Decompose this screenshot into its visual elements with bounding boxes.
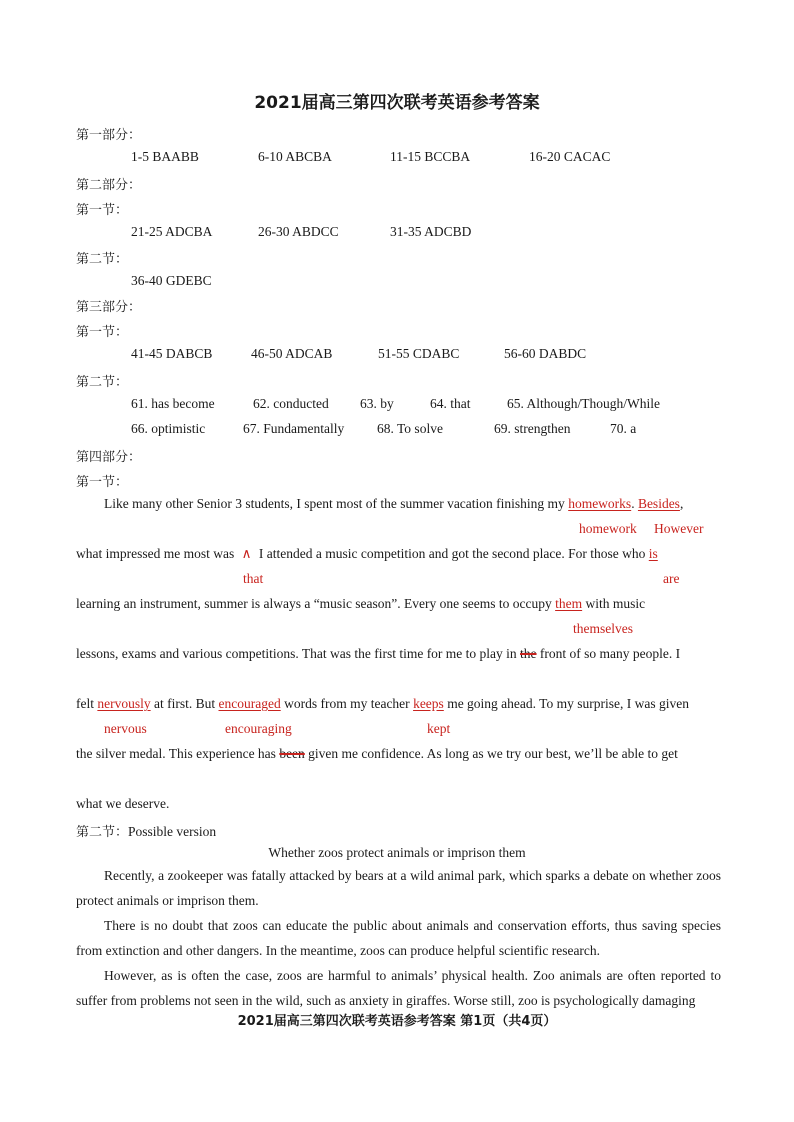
- passage-text: at first. But: [150, 696, 219, 711]
- passage-text: I attended a music competition and got the second place. For those who: [255, 546, 649, 561]
- deleted-word: the: [520, 646, 537, 661]
- answer-item: 70. a: [610, 421, 637, 436]
- part1-heading: 第一部分：: [76, 128, 142, 143]
- part2-heading: 第二部分：: [76, 178, 142, 193]
- answer-group: 6-10 ABCBA: [258, 149, 332, 164]
- section-heading: 第一节：: [76, 325, 129, 340]
- error-word: nervously: [97, 696, 151, 711]
- error-word: homeworks: [568, 496, 632, 511]
- answer-item: 62. conducted: [253, 396, 329, 411]
- passage-text: given me confidence. As long as we try our best, we’ll be able to get: [304, 746, 678, 761]
- correction-word: homework: [579, 521, 637, 536]
- answer-item: 67. Fundamentally: [243, 421, 345, 436]
- passage-text: .: [631, 496, 638, 511]
- error-word: is: [648, 546, 658, 561]
- answer-group: 26-30 ABDCC: [258, 224, 339, 239]
- answer-group: 31-35 ADCBD: [390, 224, 472, 239]
- passage-text: lessons, exams and various competitions. That was the first time for me to play in: [76, 646, 521, 661]
- answer-item: 61. has become: [131, 396, 215, 411]
- section-heading: 第一节：: [76, 475, 129, 490]
- passage-line: [76, 646, 680, 662]
- error-word: Besides: [637, 496, 680, 511]
- error-word: them: [555, 596, 583, 611]
- answer-group: 41-45 DABCB: [131, 346, 213, 361]
- answer-item: 66. optimistic: [131, 421, 206, 436]
- passage-text: the silver medal. This experience has: [76, 746, 280, 761]
- essay-paragraph: There is no doubt that zoos can educate the public about animals and conservation efforts, thus saving species from extinction and other dangers. In the meantime, zoos can produce helpful scientific research.: [76, 918, 721, 958]
- passage-text: words from my teacher: [280, 696, 414, 711]
- passage-line: [76, 596, 645, 612]
- part3-heading: 第三部分：: [76, 300, 142, 315]
- answer-group: 51-55 CDABC: [378, 346, 460, 361]
- answer-item: 63. by: [360, 396, 394, 411]
- correction-word: encouraging: [225, 721, 292, 736]
- answer-group: 16-20 CACAC: [529, 149, 611, 164]
- passage-text: what impressed me most was: [76, 546, 238, 561]
- insert-caret-icon: ∧: [241, 546, 252, 561]
- passage-line: [104, 496, 683, 512]
- answer-group: 56-60 DABDC: [504, 346, 587, 361]
- passage-line: what we deserve.: [76, 796, 170, 811]
- answer-group: 1-5 BAABB: [131, 149, 199, 164]
- passage-line: [76, 696, 689, 712]
- page-title: 2021届高三第四次联考英语参考答案: [254, 93, 540, 113]
- passage-text: Like many other Senior 3 students, I spent most of the summer vacation finishing my: [104, 496, 569, 511]
- section-heading: 第一节：: [76, 203, 129, 218]
- section-heading: [76, 821, 216, 840]
- correction-word: kept: [427, 721, 451, 736]
- passage-line: [76, 746, 678, 762]
- answer-group: 21-25 ADCBA: [131, 224, 213, 239]
- answer-group: 46-50 ADCAB: [251, 346, 333, 361]
- section-heading: 第二节：: [76, 375, 129, 390]
- passage-text: felt: [76, 696, 98, 711]
- correction-word: themselves: [573, 621, 633, 636]
- answer-item: 64. that: [430, 396, 471, 411]
- part4-heading: 第四部分：: [76, 450, 142, 465]
- section-heading: 第二节：: [76, 252, 129, 267]
- essay-paragraph: However, as is often the case, zoos are harmful to animals’ physical health. Zoo animals are often reported to suffer from problems not seen in the wild, such as anxiety in giraffes. Worse still, zoo is psychologically damaging: [76, 968, 721, 1008]
- deleted-word: been: [279, 746, 305, 761]
- correction-word: are: [663, 571, 680, 586]
- passage-text: learning an instrument, summer is always a “music season”. Every one seems to occupy: [76, 596, 556, 611]
- answer-item: 69. strengthen: [494, 421, 571, 436]
- error-word: keeps: [413, 696, 444, 711]
- section-heading-label: 第二节：: [76, 825, 129, 840]
- version-label: Possible version: [128, 824, 217, 839]
- answer-item: 65. Although/Though/While: [507, 396, 660, 411]
- passage-text: with music: [582, 596, 646, 611]
- essay-title: Whether zoos protect animals or imprison them: [268, 845, 526, 860]
- page-footer: 2021届高三第四次联考英语参考答案 第1页（共4页）: [237, 1014, 557, 1029]
- answer-item: 68. To solve: [377, 421, 443, 436]
- error-word: encouraged: [218, 696, 281, 711]
- passage-line: [76, 546, 658, 562]
- passage-text: front of so many people. I: [536, 646, 681, 661]
- correction-word: nervous: [104, 721, 147, 736]
- answer-group: 11-15 BCCBA: [390, 149, 471, 164]
- correction-word: However: [654, 521, 704, 536]
- passage-text: ,: [679, 496, 684, 511]
- correction-word: that: [243, 571, 264, 586]
- passage-text: me going ahead. To my surprise, I was given: [443, 696, 689, 711]
- answer-group: 36-40 GDEBC: [131, 273, 212, 288]
- essay-paragraph: Recently, a zookeeper was fatally attacked by bears at a wild animal park, which sparks a debate on whether zoos protect animals or imprison them.: [76, 868, 721, 908]
